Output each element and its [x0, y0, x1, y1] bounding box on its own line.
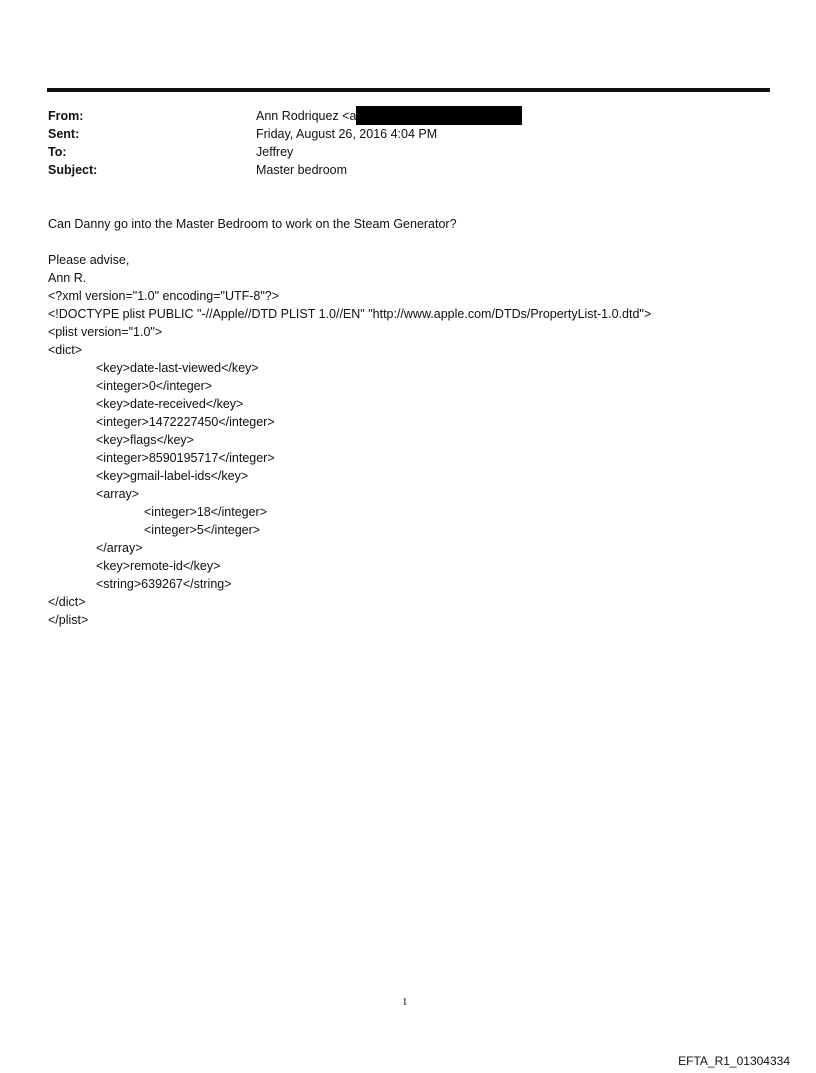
- plist-line: <integer>5</integer>: [144, 523, 261, 537]
- plist-open-tag: <plist version="1.0">: [48, 325, 163, 339]
- plist-close-tag: </plist>: [48, 613, 89, 627]
- sent-row: [48, 125, 768, 143]
- plist-xml-declaration: <?xml version="1.0" encoding="UTF-8"?>: [48, 289, 280, 303]
- body-closing-advise: Please advise,: [48, 253, 130, 267]
- to-value: Jeffrey: [256, 145, 294, 159]
- plist-line: <integer>1472227450</integer>: [96, 415, 275, 429]
- header-divider-rule: [47, 88, 770, 92]
- plist-line: <integer>18</integer>: [144, 505, 268, 519]
- subject-row: [48, 161, 768, 179]
- email-body: [48, 215, 778, 629]
- dict-open-tag: <dict>: [48, 343, 83, 357]
- page-number: 1: [402, 996, 408, 1008]
- document-id: EFTA_R1_01304334: [678, 1054, 790, 1068]
- plist-line: <key>remote-id</key>: [96, 559, 221, 573]
- to-label: To:: [48, 145, 67, 159]
- subject-value: Master bedroom: [256, 163, 348, 177]
- body-question: Can Danny go into the Master Bedroom to work on the Steam Generator?: [48, 217, 457, 231]
- dict-close-tag: </dict>: [48, 595, 86, 609]
- plist-line: <integer>0</integer>: [96, 379, 213, 393]
- plist-line: <integer>8590195717</integer>: [96, 451, 275, 465]
- from-sender: Ann Rodriquez <a: [256, 109, 357, 123]
- from-value: [256, 107, 522, 125]
- from-label: From:: [48, 109, 84, 123]
- subject-label: Subject:: [48, 163, 98, 177]
- plist-line: <key>date-received</key>: [96, 397, 244, 411]
- plist-line: <key>flags</key>: [96, 433, 194, 447]
- body-signature: Ann R.: [48, 271, 87, 285]
- email-header: [48, 107, 768, 179]
- plist-doctype: <!DOCTYPE plist PUBLIC "-//Apple//DTD PLIST 1.0//EN" "http://www.apple.com/DTDs/PropertyList-1.0.dtd">: [48, 307, 652, 321]
- to-row: [48, 143, 768, 161]
- plist-line: <string>639267</string>: [96, 577, 232, 591]
- redaction-block: [356, 106, 522, 125]
- plist-line: <array>: [96, 487, 140, 501]
- plist-line: <key>gmail-label-ids</key>: [96, 469, 249, 483]
- sent-label: Sent:: [48, 127, 80, 141]
- from-row: [48, 107, 768, 125]
- plist-line: </array>: [96, 541, 143, 555]
- plist-line: <key>date-last-viewed</key>: [96, 361, 259, 375]
- sent-value: Friday, August 26, 2016 4:04 PM: [256, 127, 438, 141]
- paragraph-gap: [48, 233, 778, 251]
